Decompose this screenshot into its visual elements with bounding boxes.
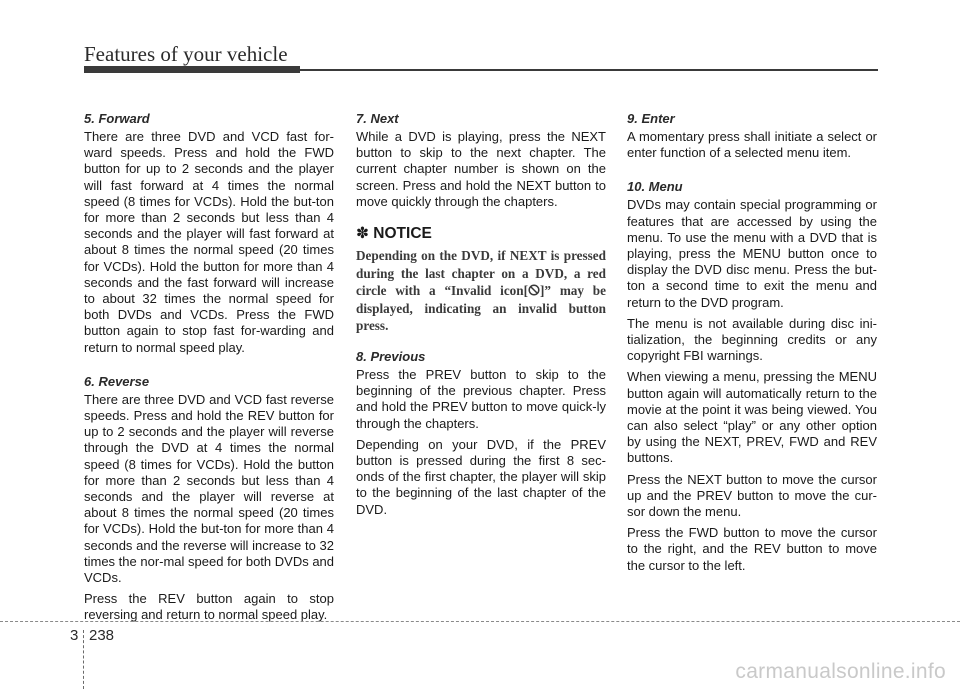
menu-paragraph-2: The menu is not available during disc ini-tialization, the beginning credits or any copyright FBI warnings. — [627, 315, 877, 364]
header-bar — [84, 66, 300, 73]
menu-paragraph-1: DVDs may contain special programming or features that are accessed by using the menu. To use the menu with a DVD that is playing, press the MENU button once to display the DVD disc menu. Press the but-ton a second time to exit the menu and return to the DVD program. — [627, 197, 877, 310]
page-number: 238 — [89, 627, 115, 644]
notice-text-before: Depending on the DVD, if NEXT is pressed during the last chapter on a DVD, a red circle with a “Invalid icon[ — [356, 248, 606, 299]
chapter-number: 3 — [70, 627, 79, 644]
forward-paragraph: There are three DVD and VCD fast for-ward speeds. Press and hold the FWD button for up to 2 seconds and the player will fast forward at 4 times the normal speed (8 times for VCDs). Hold the but-ton for more than 2 seconds but less than 4 seconds and the player will fast forward at about 8 times the normal speed (20 times for VCDs). Hold the button for more than 4 seconds and the fast forward will increase to about 32 times the normal speed for both DVDs and VCDs. Press the FWD button again to stop fast for-warding and return to normal speed play. — [84, 129, 334, 355]
notice-title: ✽ NOTICE — [356, 225, 432, 243]
next-paragraph: While a DVD is playing, press the NEXT button to skip to the next chapter. The current chapter number is shown on the screen. Press and hold the NEXT button to move quickly through the chapters. — [356, 129, 606, 209]
menu-paragraph-4: Press the NEXT button to move the cursor up and the PREV button to move the cur-sor down the menu. — [627, 471, 877, 520]
notice-text-after: ]” may be displayed, indicating an invalid button press. — [356, 283, 606, 334]
footer-dashed-divider — [83, 630, 85, 689]
prohibited-circle-icon — [528, 283, 540, 295]
column-middle — [356, 111, 606, 523]
watermark: carmanualsonline.info — [735, 660, 946, 683]
previous-paragraph-1: Press the PREV button to skip to the beginning of the previous chapter. Press and hold the PREV button to move quick-ly through the chapters. — [356, 366, 606, 431]
column-right — [627, 111, 877, 579]
reverse-paragraph-1: There are three DVD and VCD fast reverse speeds. Press and hold the REV button for up to 2 seconds and the player will reverse through the DVD at 4 times the normal speed (8 times for VCDs). Hold the button for more than 2 seconds but less than 4 seconds and the player will reverse at about 8 times the normal speed (20 times for VCDs). Hold the but-ton for more than 4 seconds and the reverse will increase to 32 times the nor-mal speed for both DVDs and VCDs. — [84, 391, 335, 586]
section-title-previous: 8. Previous — [356, 348, 426, 364]
section-title-forward: 5. Forward — [84, 111, 150, 126]
section-title-next: 7. Next — [356, 111, 399, 126]
enter-paragraph: A momentary press shall initiate a select or enter function of a selected menu item. — [627, 129, 877, 161]
notice-text — [356, 247, 606, 335]
section-title-reverse: 6. Reverse — [84, 373, 150, 389]
section-title-enter: 9. Enter — [627, 111, 675, 126]
reverse-paragraph-2: Press the REV button again to stop reversing and return to normal speed play. — [84, 591, 334, 623]
page-header-title: Features of your vehicle — [84, 42, 288, 66]
header-rule — [300, 69, 878, 71]
menu-paragraph-5: Press the FWD button to move the cursor to the right, and the REV button to move the cursor to the left. — [627, 525, 877, 573]
footer-dashed-rule — [0, 621, 960, 622]
menu-paragraph-3: When viewing a menu, pressing the MENU button again will automatically return to the movie at the point it was being viewed. You can also select “play” or any other option by using the NEXT, PREV, FWD and REV buttons. — [627, 369, 877, 466]
column-left — [84, 111, 334, 629]
previous-paragraph-2: Depending on your DVD, if the PREV button is pressed during the first 8 sec-onds of the first chapter, the player will skip to the beginning of the last chapter of the DVD. — [356, 436, 606, 517]
section-title-menu: 10. Menu — [627, 179, 683, 195]
